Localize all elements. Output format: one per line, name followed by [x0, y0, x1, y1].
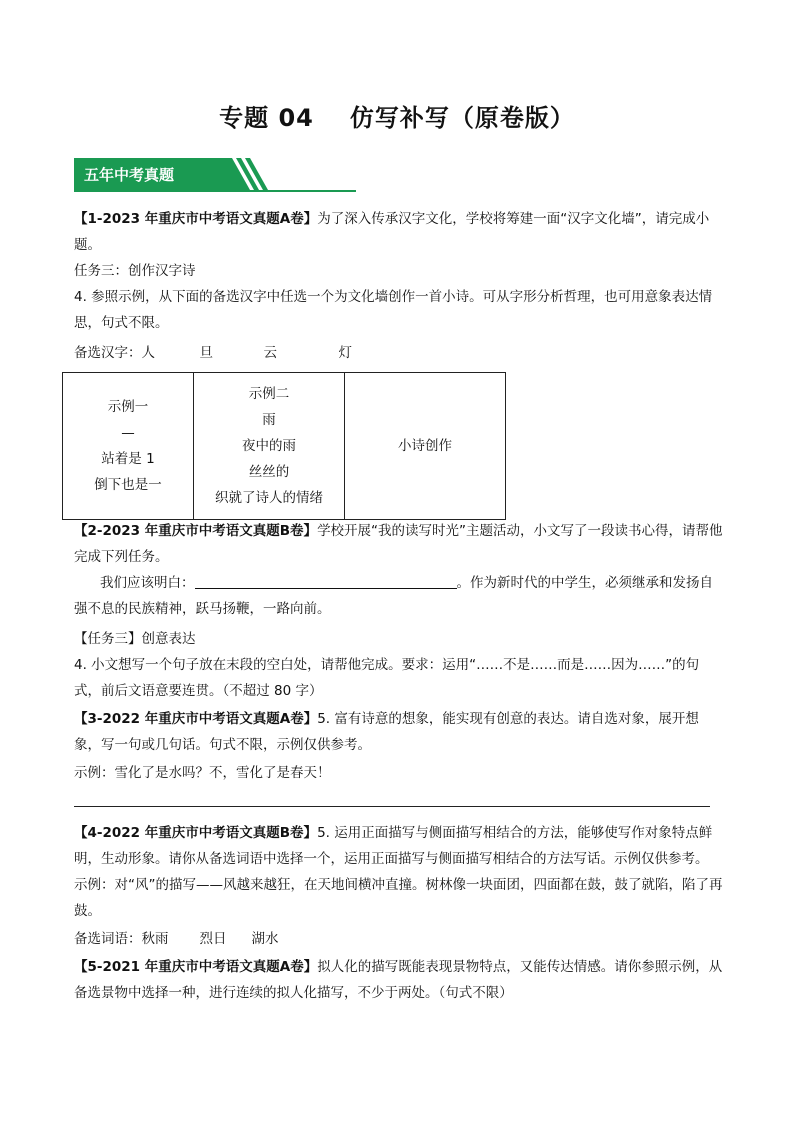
question-1-choices: [74, 340, 724, 366]
question-2-prompt: 4. 小文想写一个句子放在末段的空白处，请帮他完成。要求：运用“……不是……而是……因为……”的句式，前后文语意要连贯。（不超过 80 字）: [74, 657, 700, 699]
question-1-intro: [74, 206, 724, 258]
title-topic-number: 专题 04: [219, 104, 314, 132]
question-5: [74, 954, 724, 1006]
question-4-example: 示例：对“风”的描写——风越来越狂，在天地间横冲直撞。树林像一块面团，四面都在鼓，鼓了就陷，陷了再鼓。: [74, 877, 723, 919]
fill-in-blank[interactable]: [195, 574, 457, 589]
question-4-tag: 【4-2022 年重庆市中考语文真题B卷】: [74, 825, 318, 841]
choice-item: 旦: [199, 345, 213, 361]
choice-item: 人: [141, 345, 155, 361]
example-two-line: 织就了诗人的情绪: [215, 490, 323, 506]
example-two-line: 雨: [262, 412, 276, 428]
example-two-line: 丝丝的: [248, 464, 290, 480]
example-two-cell: [194, 373, 345, 520]
banner-stripes-icon: [214, 158, 274, 190]
question-1-intro-text: 为了深入传承汉字文化，学校将筹建一面“汉字文化墙”，请完成小题。: [74, 211, 710, 253]
question-2-intro: [74, 518, 724, 570]
example-one-title: 示例一: [107, 399, 149, 415]
section-banner: [74, 158, 356, 192]
choice-item: 云: [263, 345, 277, 361]
example-one-line: —: [121, 425, 135, 441]
question-5-prompt: 拟人化的描写既能表现景物特点，又能传达情感。请你参照示例，从备选景物中选择一种，进行连续的拟人化描写，不少于两处。（句式不限）: [74, 959, 723, 1001]
question-4: [74, 820, 724, 872]
banner-label: 五年中考真题: [84, 166, 175, 184]
poem-creation-label: 小诗创作: [398, 438, 452, 454]
example-table: [62, 372, 506, 520]
choice-item: 湖水: [251, 931, 279, 947]
banner-underline: [74, 190, 356, 192]
choice-item: 灯: [338, 345, 352, 361]
example-one-line: 站着是 1: [101, 451, 155, 467]
page-title: [0, 98, 794, 133]
title-topic-name: 仿写补写（原卷版）: [349, 104, 575, 132]
example-two-line: 夜中的雨: [242, 438, 296, 454]
question-2-intro-text: 学校开展“我的读写时光”主题活动，小文写了一段读书心得，请帮他完成下列任务。: [74, 523, 723, 565]
question-3-prompt: 5. 富有诗意的想象，能实现有创意的表达。请自选对象，展开想象，写一句或几句话。句式不限，示例仅供参考。: [74, 711, 699, 753]
question-4-choices: [74, 926, 724, 952]
question-2-task: 【任务三】创意表达: [74, 631, 196, 647]
question-3-example: 示例：雪化了是水吗？不，雪化了是春天！: [74, 765, 331, 781]
example-two-title: 示例二: [248, 386, 290, 402]
question-1-task: 任务三：创作汉字诗: [74, 263, 196, 279]
choice-item: 秋雨: [141, 931, 169, 947]
fill-before-text: 我们应该明白：: [100, 575, 195, 591]
example-one-line: 倒下也是一: [94, 477, 162, 493]
question-3: [74, 706, 724, 758]
question-4-prompt: 5. 运用正面描写与侧面描写相结合的方法，能够使写作对象特点鲜明，生动形象。请你从备选词语中选择一个，运用正面描写与侧面描写相结合的方法写话。示例仅供参考。: [74, 825, 713, 867]
choices-label: 备选汉字：: [74, 345, 142, 361]
question-3-tag: 【3-2022 年重庆市中考语文真题A卷】: [74, 711, 318, 727]
fill-after-text: 。作为新时代的中学生，必须继承和发扬自强不息的民族精神，跃马扬鞭，一路向前。: [74, 575, 713, 617]
example-one-cell: [63, 373, 194, 520]
choice-item: 烈日: [199, 931, 227, 947]
question-1-tag: 【1-2023 年重庆市中考语文真题A卷】: [74, 211, 318, 227]
answer-line[interactable]: [74, 806, 710, 807]
question-1-prompt: 4. 参照示例，从下面的备选汉字中任选一个为文化墙创作一首小诗。可从字形分析哲理，也可用意象表达情思，句式不限。: [74, 289, 713, 331]
question-5-tag: 【5-2021 年重庆市中考语文真题A卷】: [74, 959, 318, 975]
choices-label: 备选词语：: [74, 931, 142, 947]
question-2-tag: 【2-2023 年重庆市中考语文真题B卷】: [74, 523, 318, 539]
question-2-fill-paragraph: [74, 570, 724, 622]
poem-creation-cell: [345, 373, 506, 520]
